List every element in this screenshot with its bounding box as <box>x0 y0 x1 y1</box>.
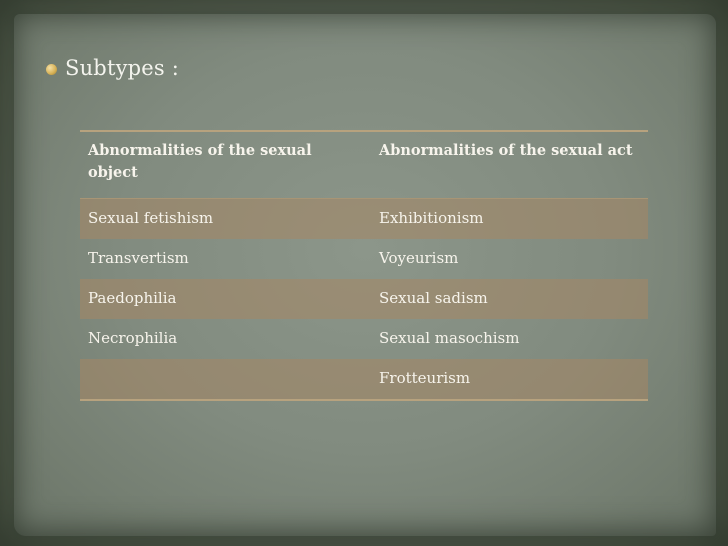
table-row <box>80 279 648 319</box>
table-cell: Sexual sadism <box>371 279 648 319</box>
table-cell: Necrophilia <box>88 329 178 347</box>
subtypes-table <box>80 130 648 401</box>
bullet-icon <box>46 64 57 75</box>
table-cell: Sexual masochism <box>379 329 520 347</box>
table-cell: Frotteurism <box>371 359 648 400</box>
table-cell: Paedophilia <box>80 279 371 319</box>
bullet-line <box>46 52 179 84</box>
table-row <box>80 239 648 279</box>
bullet-text: Subtypes : <box>65 56 180 80</box>
table-row <box>80 199 648 240</box>
table-cell: Transvertism <box>88 249 189 267</box>
table-row <box>80 319 648 359</box>
table-cell <box>80 359 371 400</box>
table-row <box>80 359 648 400</box>
table-cell: Voyeurism <box>379 249 459 267</box>
table-cell: Sexual fetishism <box>80 199 371 240</box>
header-sexual-object: Abnormalities of the sexual object <box>80 131 371 199</box>
table-header-row <box>80 131 648 199</box>
header-sexual-act: Abnormalities of the sexual act <box>371 131 648 199</box>
table-cell: Exhibitionism <box>371 199 648 240</box>
